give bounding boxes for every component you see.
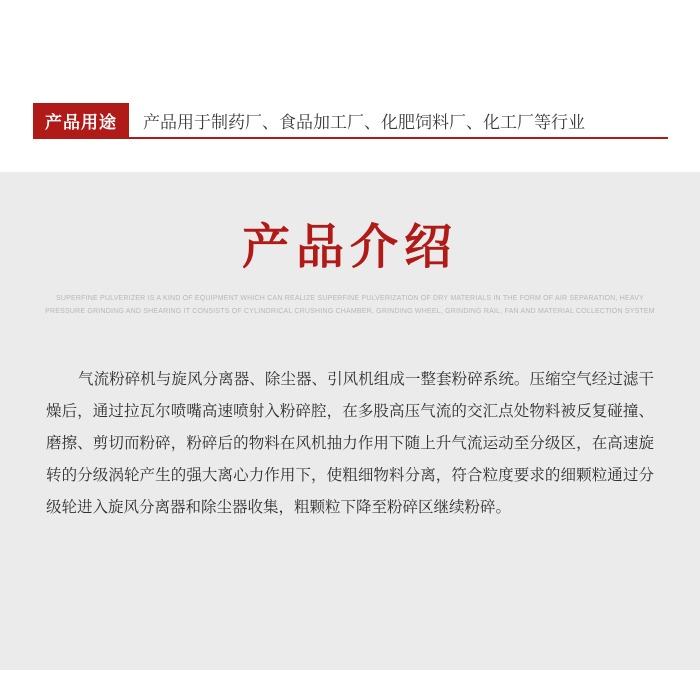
usage-underline-divider (33, 137, 668, 139)
usage-banner (0, 0, 700, 172)
usage-row (33, 103, 585, 137)
usage-tag-label: 产品用途 (33, 103, 129, 137)
usage-description: 产品用于制药厂、食品加工厂、化肥饲料厂、化工厂等行业 (143, 112, 585, 132)
intro-body-paragraph: 气流粉碎机与旋风分离器、除尘器、引风机组成一整套粉碎系统。压缩空气经过滤干燥后，通过拉瓦尔喷嘴高速喷射入粉碎腔，在多股高压气流的交汇点处物料被反复碰撞、磨擦、剪切而粉碎，粉碎后的物料在风机抽力作用下随上升气流运动至分级区，在高速旋转的分级涡轮产生的强大离心力作用下，使粗细物料分离，符合粒度要求的细颗粒通过分级轮进入旋风分离器和除尘器收集，粗颗粒下降至粉碎区继续粉碎。 (46, 371, 654, 516)
product-introduction-section (0, 172, 700, 670)
intro-title: 产品介绍 (241, 221, 458, 274)
bottom-white-strip (0, 670, 700, 700)
intro-subtitle-english: SUPERFINE PULVERIZER IS A KIND OF EQUIPMENT WHICH CAN REALIZE SUPERFINE PULVERIZATION OF DRY MATERIALS IN THE FORM OF AIR SEPARATION, HEAVY PRESSURE GRINDING AND SHEARING IT CONSISTS OF CYLINDRICAL CRUSHING CHAMBER, GRINDING WHEEL, GRINDING RAIL, FAN AND MATERIAL COLLECTION SYSTEM (45, 295, 655, 315)
